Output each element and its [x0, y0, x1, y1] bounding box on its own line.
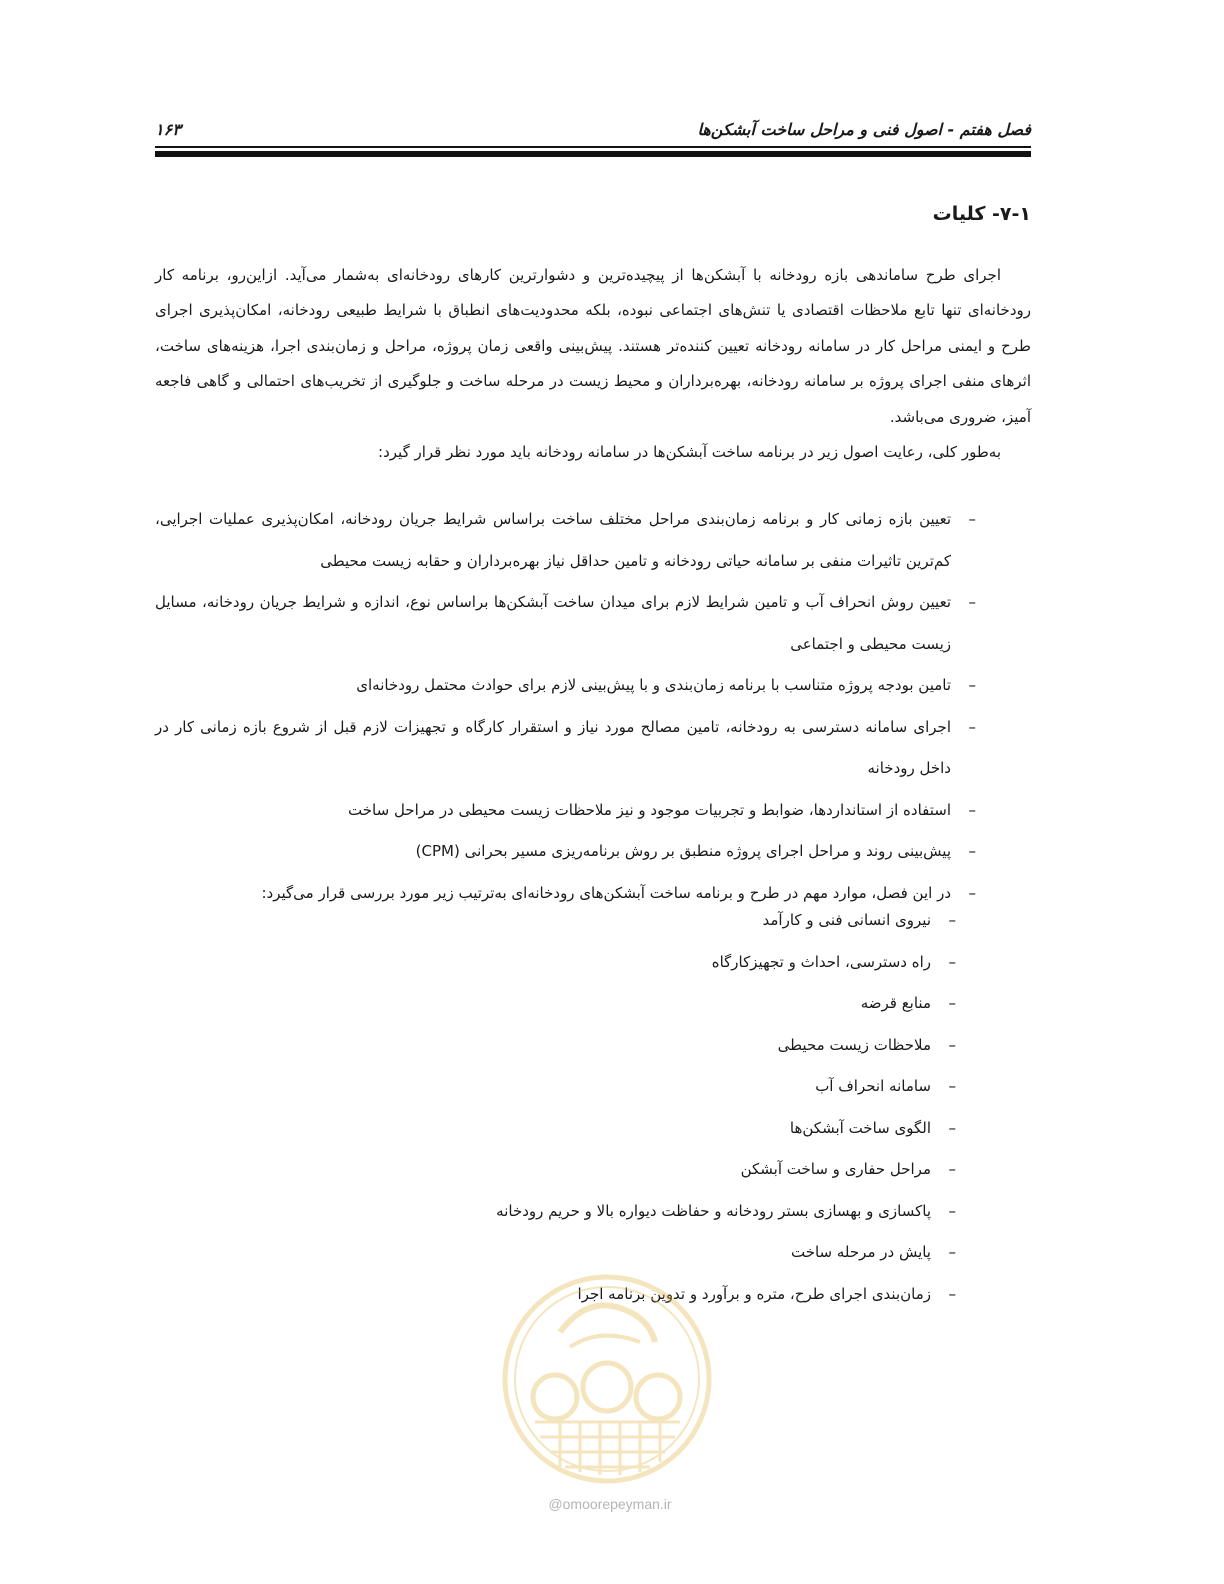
section-heading: ۷-۱- کلیات [932, 203, 1031, 225]
topic-text: منابع قرضه [860, 994, 931, 1012]
topic-item [155, 1149, 976, 1191]
topic-item [155, 900, 976, 942]
list-item-text: تعیین روش انحراف آب و تامین شرایط لازم برای میدان ساخت آبشکن‌ها براساس نوع، اندازه و شرایط جریان رودخانه، مسایل زیست محیطی و اجتماعی [155, 593, 951, 653]
body-text [155, 258, 1031, 470]
bullet-dash: – [948, 911, 956, 929]
list-item-text: پیش‌بینی روند و مراحل اجرای پروژه منطبق بر روش برنامه‌ریزی مسیر بحرانی (CPM) [415, 842, 951, 860]
bullet-dash: – [948, 994, 956, 1012]
bullet-dash: – [968, 676, 976, 694]
list-item-text: تامین بودجه پروژه متناسب با برنامه زمان‌بندی و با پیش‌بینی لازم برای حوادث محتمل رودخانه‌ای [356, 676, 951, 694]
header-rule-thick [155, 151, 1031, 157]
topic-text: نیروی انسانی فنی و کارآمد [762, 911, 931, 929]
topic-item [155, 1191, 976, 1233]
topic-item [155, 1232, 976, 1274]
bullet-dash: – [948, 1243, 956, 1261]
intro-paragraph: اجرای طرح ساماندهی بازه رودخانه با آبشکن‌ها از پیچیده‌ترین و دشوارترین کارهای رودخانه‌ای به‌شمار می‌آید. ازاین‌رو، برنامه کار رودخانه‌ای تنها تابع ملاحظات اقتصادی یا تنش‌های اجتماعی نبوده، بلکه محدودیت‌های انطباق با شرایط طبیعی رودخانه، امکان‌پذیری اجرای طرح و ایمنی مراحل کار در سامانه رودخانه تعیین کننده‌تر هستند. پیش‌بینی واقعی زمان پروژه، مراحل و زمان‌بندی اجرا، هزینه‌های ساخت، اثرهای منفی اجرای پروژه بر سامانه رودخانه، بهره‌برداران و محیط زیست در مرحله ساخت و جلوگیری از تخریب‌های احتمالی و گاهی فاجعه آمیز، ضروری می‌باشد. [155, 266, 1031, 426]
topic-text: ملاحظات زیست محیطی [777, 1035, 931, 1054]
list-item [155, 707, 976, 790]
list-item-text: در این فصل، موارد مهم در طرح و برنامه ساخت آبشکن‌های رودخانه‌ای به‌ترتیب زیر مورد بررسی قرار می‌گیرد: [261, 883, 951, 902]
watermark-seal-logo [500, 1272, 714, 1486]
bullet-dash: – [968, 593, 976, 611]
bullet-dash: – [948, 1201, 956, 1220]
list-item-text: تعیین بازه زمانی کار و برنامه زمان‌بندی مراحل مختلف ساخت براساس شرایط جریان رودخانه، امکان‌پذیری عملیات اجرایی، کم‌ترین تاثیرات منفی بر سامانه حیاتی رودخانه و تامین حداقل نیاز بهره‌برداران و حقابه زیست محیطی [155, 510, 951, 570]
bullet-dash: – [968, 883, 976, 902]
topic-item [155, 1108, 976, 1150]
bullet-dash: – [948, 1118, 956, 1137]
list-item [155, 790, 976, 832]
topic-text: سامانه انحراف آب [815, 1077, 931, 1095]
principles-list [155, 499, 976, 914]
topic-item [155, 1025, 976, 1067]
bullet-dash: – [968, 510, 976, 528]
list-item [155, 499, 976, 582]
page-number: ۱۶۳ [155, 120, 181, 139]
topic-text: راه دسترسی، احداث و تجهیزکارگاه [711, 952, 931, 971]
topic-text: زمان‌بندی اجرای طرح، متره و برآورد و تدوین برنامه اجرا [577, 1284, 931, 1303]
list-item-text: استفاده از استانداردها، ضوابط و تجربیات موجود و نیز ملاحظات زیست محیطی در مراحل ساخت [348, 800, 951, 819]
list-item [155, 665, 976, 707]
list-item-text: اجرای سامانه دسترسی به رودخانه، تامین مصالح مورد نیاز و استقرار کارگاه و تجهیزات لازم قبل از شروع بازه زمانی کار در داخل رودخانه [155, 717, 951, 777]
principles-lead-in: به‌طور کلی، رعایت اصول زیر در برنامه ساخت آبشکن‌ها در سامانه رودخانه باید مورد نظر قرار گیرد: [378, 443, 1001, 462]
list-item [155, 582, 976, 665]
running-header [155, 118, 1031, 148]
bullet-dash: – [968, 842, 976, 860]
topic-text: مراحل حفاری و ساخت آبشکن [740, 1160, 931, 1178]
bullet-dash: – [968, 800, 976, 819]
topic-item [155, 1066, 976, 1108]
bullet-dash: – [948, 1035, 956, 1054]
bullet-dash: – [968, 717, 976, 736]
topic-item [155, 983, 976, 1025]
topic-item [155, 942, 976, 984]
watermark-url: @omoorepeyman.ir [548, 1496, 672, 1512]
bullet-dash: – [948, 1160, 956, 1178]
chapter-topics-list [155, 900, 976, 1315]
header-rule-thin [155, 146, 1031, 148]
topic-text: پایش در مرحله ساخت [790, 1243, 931, 1261]
topic-text: الگوی ساخت آبشکن‌ها [789, 1118, 931, 1137]
list-item [155, 831, 976, 873]
chapter-title: فصل هفتم - اصول فنی و مراحل ساخت آبشکن‌ها [697, 120, 1031, 139]
bullet-dash: – [948, 952, 956, 971]
bullet-dash: – [948, 1284, 956, 1303]
bullet-dash: – [948, 1077, 956, 1095]
topic-text: پاکسازی و بهسازی بستر رودخانه و حفاظت دیواره بالا و حریم رودخانه [496, 1201, 931, 1220]
